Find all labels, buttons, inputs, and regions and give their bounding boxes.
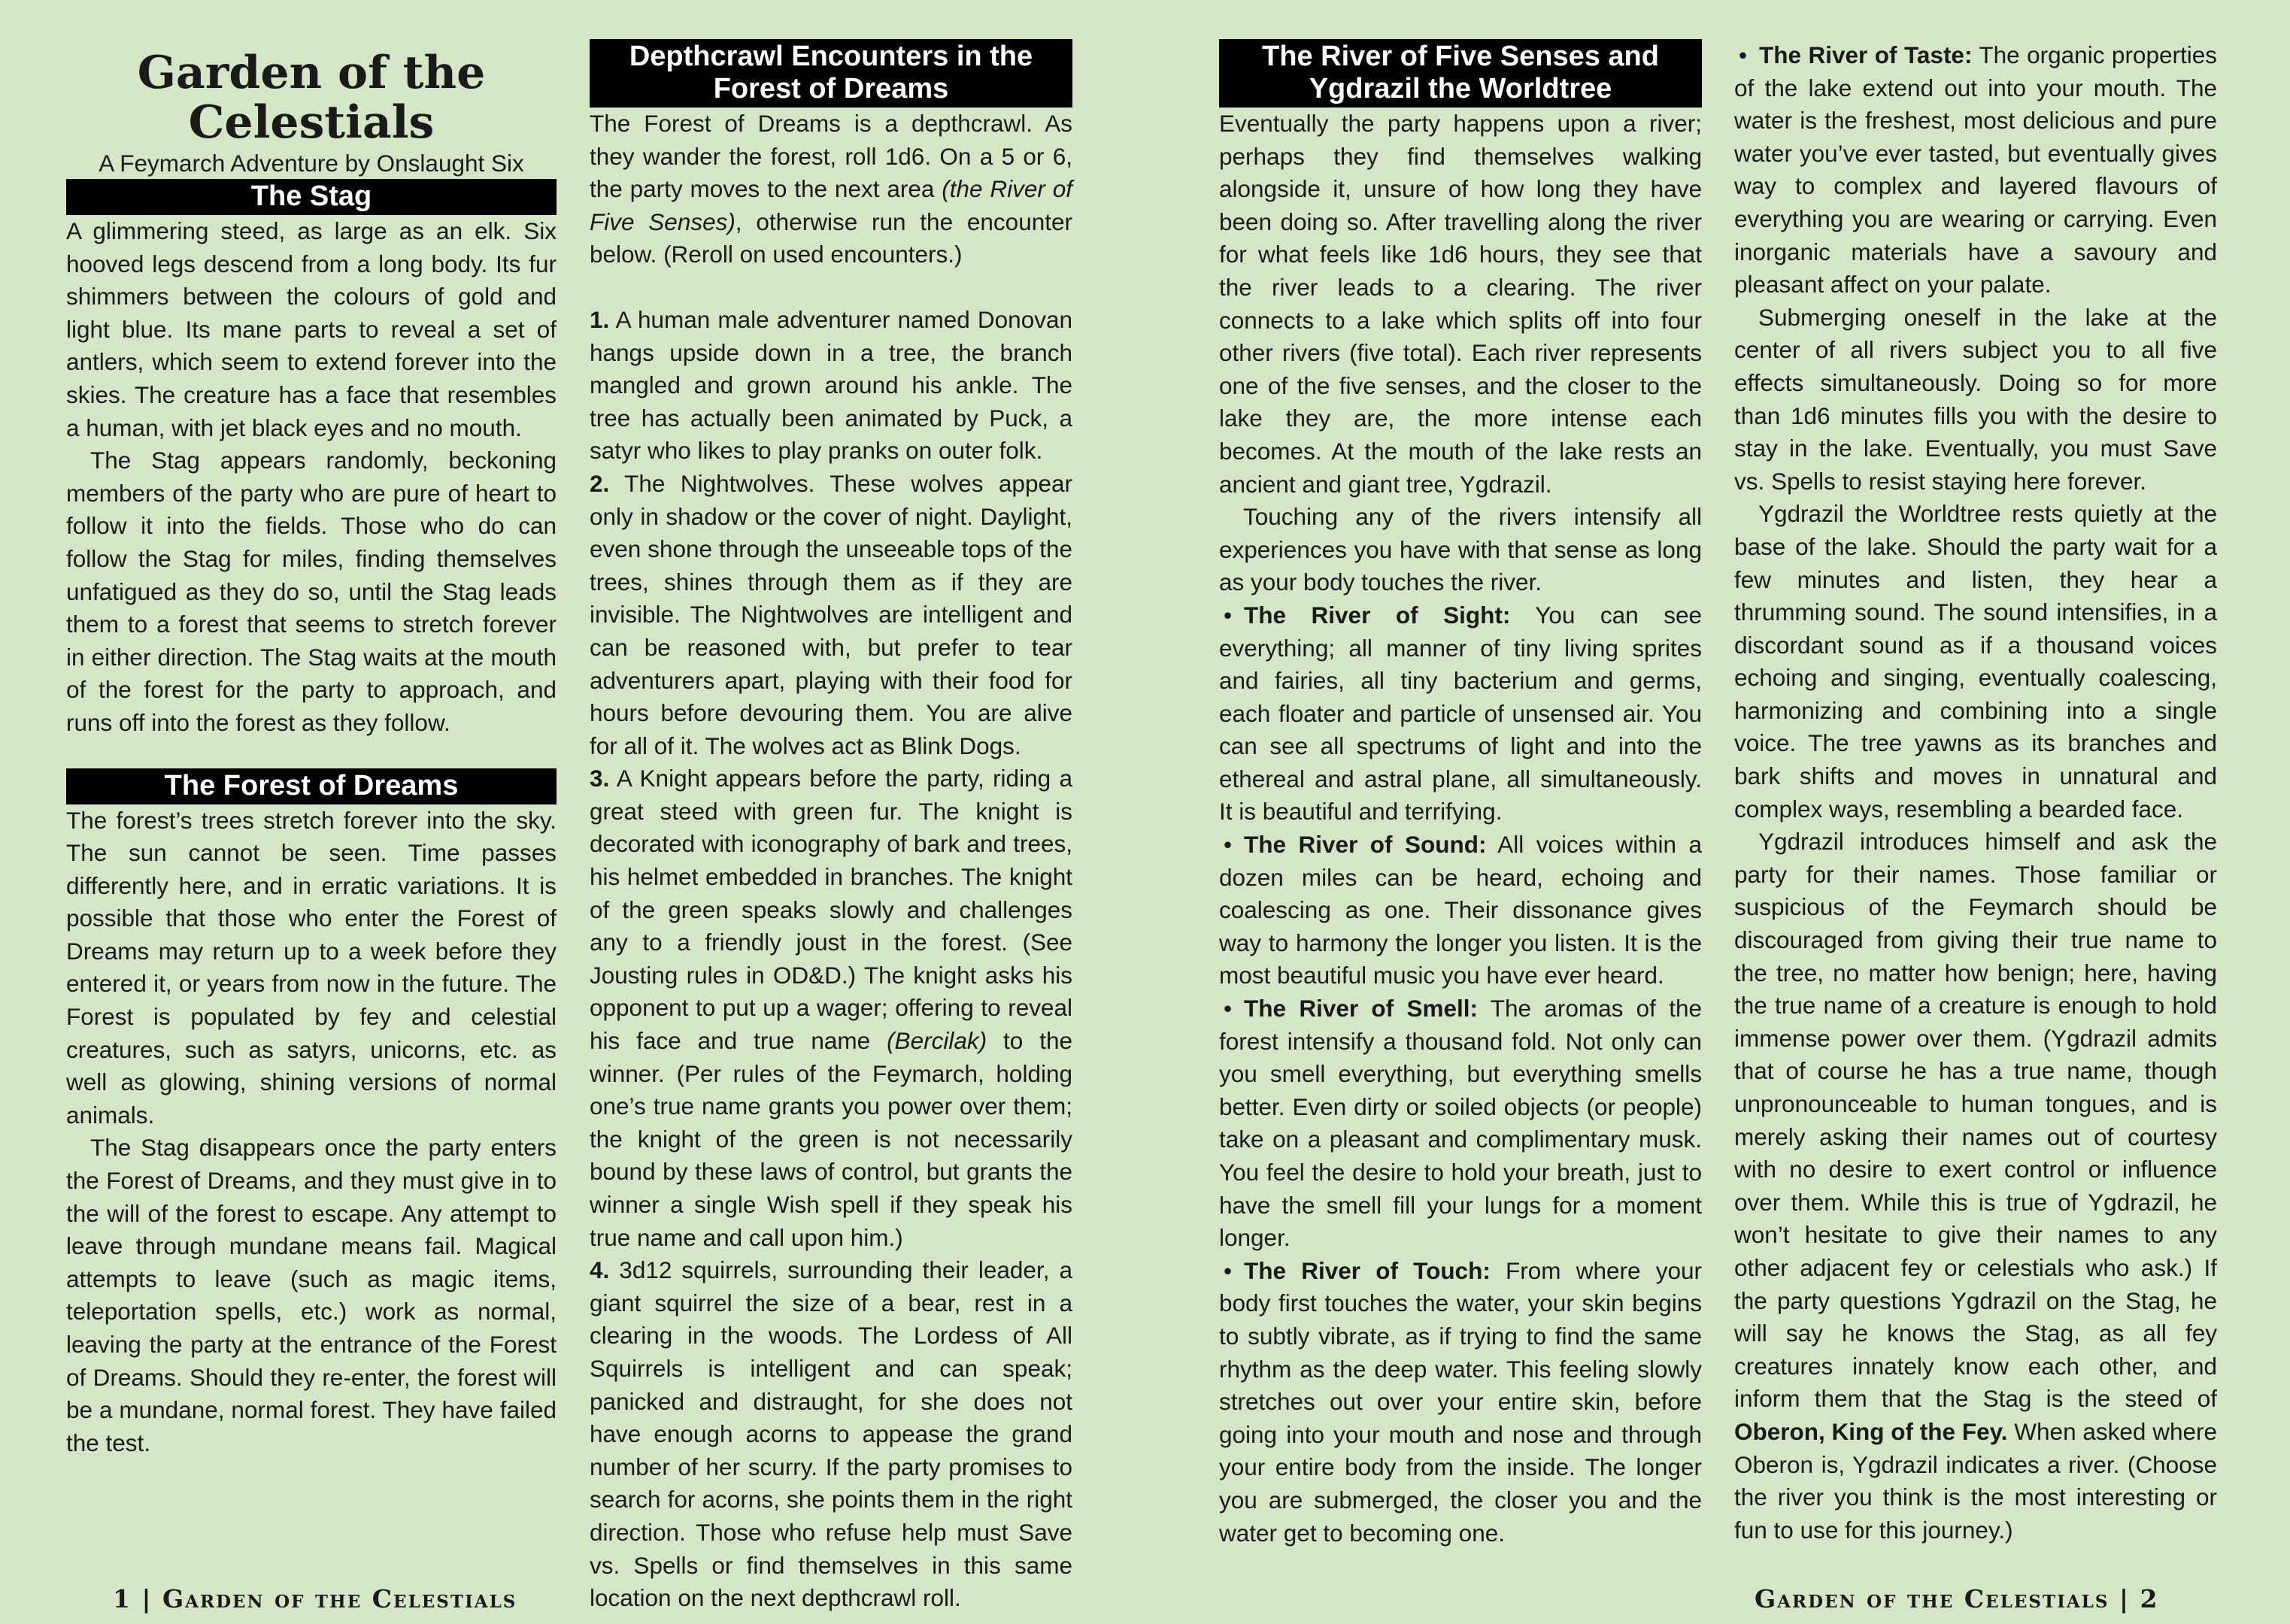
heading-river-of-five-senses: The River of Five Senses and Ygdrazil the Worldtree: [1219, 39, 1702, 108]
depthcrawl-intro: The Forest of Dreams is a depthcrawl. As they wander the forest, roll 1d6. On a 5 or 6, the party moves to the next area (the River of Five Senses), otherwise run the encounter below. (Reroll on used encounters.): [590, 110, 1072, 268]
page-subtitle: A Feymarch Adventure by Onslaught Six: [99, 150, 524, 177]
encounter-2: 2. The Nightwolves. These wolves appear only in shadow or the cover of night. Daylight, even shone through the unseeable tops of the trees, shines through them as if they are invisible. The Nightwolves are intelligent and can be reasoned with, but prefer to tear adventurers apart, playing with their food for hours before devouring them. You are alive for all of it. The wolves act as Blink Dogs.: [590, 469, 1072, 759]
heading-forest-of-dreams: The Forest of Dreams: [66, 768, 557, 804]
footer-right: Garden of the Celestials | 2: [1755, 1584, 2159, 1613]
river-paragraph-1: Eventually the party happens upon a river; perhaps they find themselves walking alongside it, unsure of how long they have been doing so. After travelling along the river for what feels like 1d6 hours, they see that the river leads to a clearing. The river connects to a lake which splits off into four other rivers (five total). Each river represents one of the five senses, and the closer to the lake they are, the more intense each becomes. At the mouth of the lake rests an ancient and giant tree, Ygdrazil.: [1219, 110, 1702, 498]
stag-paragraph-1: A glimmering steed, as large as an elk. Six hooved legs descend from a long body. Its fur shimmers between the colours of gold and light blue. Its mane parts to reveal a set of antlers, which seem to extend forever into the skies. The creature has a face that resembles a human, with jet black eyes and no mouth.: [66, 217, 557, 441]
heading-depthcrawl-encounters: Depthcrawl Encounters in the Forest of Dreams: [590, 39, 1072, 108]
forest-paragraph-1: The forest’s trees stretch forever into the sky. The sun cannot be seen. Time passes differently here, and in erratic variations. It is possible that those who enter the Forest of Dreams may return up to a week before they entered it, or years from now in the future. The Forest is populated by fey and celestial creatures, such as satyrs, unicorns, etc. as well as glowing, shining versions of normal animals.: [66, 806, 557, 1129]
heading-the-stag: The Stag: [66, 179, 557, 215]
river-of-sound: • The River of Sound: All voices within a dozen miles can be heard, echoing and coalescing as one. Their dissonance gives way to harmony the longer you listen. It is the most beautiful music you have ever heard.: [1219, 829, 1702, 992]
river-of-touch: • The River of Touch: From where your body first touches the water, your skin begins to subtly vibrate, as if trying to find the same rhythm as the deep water. This feeling slowly stretches out over your entire skin, before going into your mouth and nose and through your entire body from the inside. The longer you are submerged, the closer you and the water get to becoming one.: [1219, 1255, 1702, 1550]
ygdrazil-introduction: Ygdrazil introduces himself and ask the party for their names. Those familiar or suspicious of the Feymarch should be discouraged from giving their true name to the tree, no matter how benign; here, having the true name of a creature is enough to hold immense power over them. (Ygdrazil admits that of course he has a true name, though unpronounceable to human tongues, and is merely asking their names out of courtesy with no desire to exert control or influence over them. While this is true of Ygdrazil, he won’t hesitate to give their names to any other adjacent fey or celestials who ask.) If the party questions Ygdrazil on the Stag, he will say he knows the Stag, as all fey creatures innately know each other, and inform them that the Stag is the steed of Oberon, King of the Fey. When asked where Oberon is, Ygdrazil indicates a river. (Choose the river you think is the most interesting or fun to use for this journey.): [1734, 828, 2217, 1544]
forest-paragraph-2: The Stag disappears once the party enters the Forest of Dreams, and they must give in to the will of the forest to escape. Any attempt to leave through mundane means fail. Magical attempts to leave (such as magic items, teleportation spells, etc.) work as normal, leaving the party at the entrance of the Forest of Dreams. Should they re-enter, the forest will be a mundane, normal forest. They have failed the test.: [66, 1134, 557, 1456]
encounter-1: 1. A human male adventurer named Donovan hangs upside down in a tree, the branch mangled and grown around his ankle. The tree has actually been animated by Puck, a satyr who likes to play pranks on outer folk.: [590, 305, 1072, 465]
encounter-4: 4. 3d12 squirrels, surrounding their leader, a giant squirrel the size of a bear, rest in a clearing in the woods. The Lordess of All Squirrels is intelligent and can speak; panicked and distraught, for she does not have enough acorns to appease the grand number of her scurry. If the party promises to search for acorns, she points them in the right direction. Those who refuse help must Save vs. Spells or find themselves in this same location on the next depthcrawl roll.: [590, 1256, 1072, 1612]
stag-paragraph-2: The Stag appears randomly, beckoning members of the party who are pure of heart to follow it into the fields. Those who do can follow the Stag for miles, finding themselves unfatigued as they do so, until the Stag leads them to a forest that seems to stretch forever in either direction. The Stag waits at the mouth of the forest for the party to approach, and runs off into the forest as they follow.: [66, 447, 557, 736]
river-of-smell: • The River of Smell: The aromas of the forest intensify a thousand fold. Not only can you smell everything, but everything smells better. Even dirty or soiled objects (or people) take on a pleasant and complimentary musk. You feel the desire to hold your breath, just to have the smell fill your lungs for a moment longer.: [1219, 992, 1702, 1255]
column-1: [66, 39, 557, 1459]
submerge-paragraph: Submerging oneself in the lake at the center of all rivers subject you to all five effects simultaneously. Doing so for more than 1d6 minutes fills you with the desire to stay in the lake. Eventually, you must Save vs. Spells to resist staying here forever.: [1734, 303, 2217, 495]
river-of-sight: • The River of Sight: You can see everything; all manner of tiny living sprites and fairies, all tiny bacterium and germs, each floater and particle of unsensed air. You can see all spectrums of light and into the ethereal and astral plane, all simultaneously. It is beautiful and terrifying.: [1219, 599, 1702, 829]
worldtree-paragraph: Ygdrazil the Worldtree rests quietly at the base of the lake. Should the party wait for a few minutes and listen, they hear a thrumming sound. The sound intensifies, in a discordant sound as if a thousand voices echoing and singing, eventually coalescing, harmonizing and combining into a single voice. The tree yawns as its branches and bark shifts and moves in unnatural and complex ways, resembling a bearded face.: [1734, 500, 2217, 823]
encounter-3: 3. A Knight appears before the party, riding a great steed with green fur. The knight is decorated with iconography of bark and trees, his helmet embedded in branches. The knight of the green speaks slowly and challenges any to a friendly joust in the forest. (See Jousting rules in OD&D.) The knight asks his opponent to put up a wager; offering to reveal his face and true name (Bercilak) to the winner. (Per rules of the Feymarch, holding one’s true name grants you power over them; the knight of the green is not necessarily bound by these laws of control, but grants the winner a single Wish spell if they speak his true name and call upon him.): [590, 765, 1072, 1251]
page-title: Garden of the Celestials: [137, 47, 486, 149]
footer-left: 1 | Garden of the Celestials: [113, 1584, 517, 1613]
column-4: [1734, 39, 2217, 1547]
column-3: [1219, 39, 1702, 1550]
river-of-taste: • The River of Taste: The organic properties of the lake extend out into your mouth. The water is the freshest, most delicious and pure water you’ve ever tasted, but eventually gives way to complex and layered flavours of everything you are wearing or carrying. Even inorganic materials have a savoury and pleasant affect on your palate.: [1734, 39, 2217, 301]
river-paragraph-2: Touching any of the rivers intensify all experiences you have with that sense as long as your body touches the river.: [1219, 503, 1702, 596]
column-2: [590, 39, 1072, 1615]
